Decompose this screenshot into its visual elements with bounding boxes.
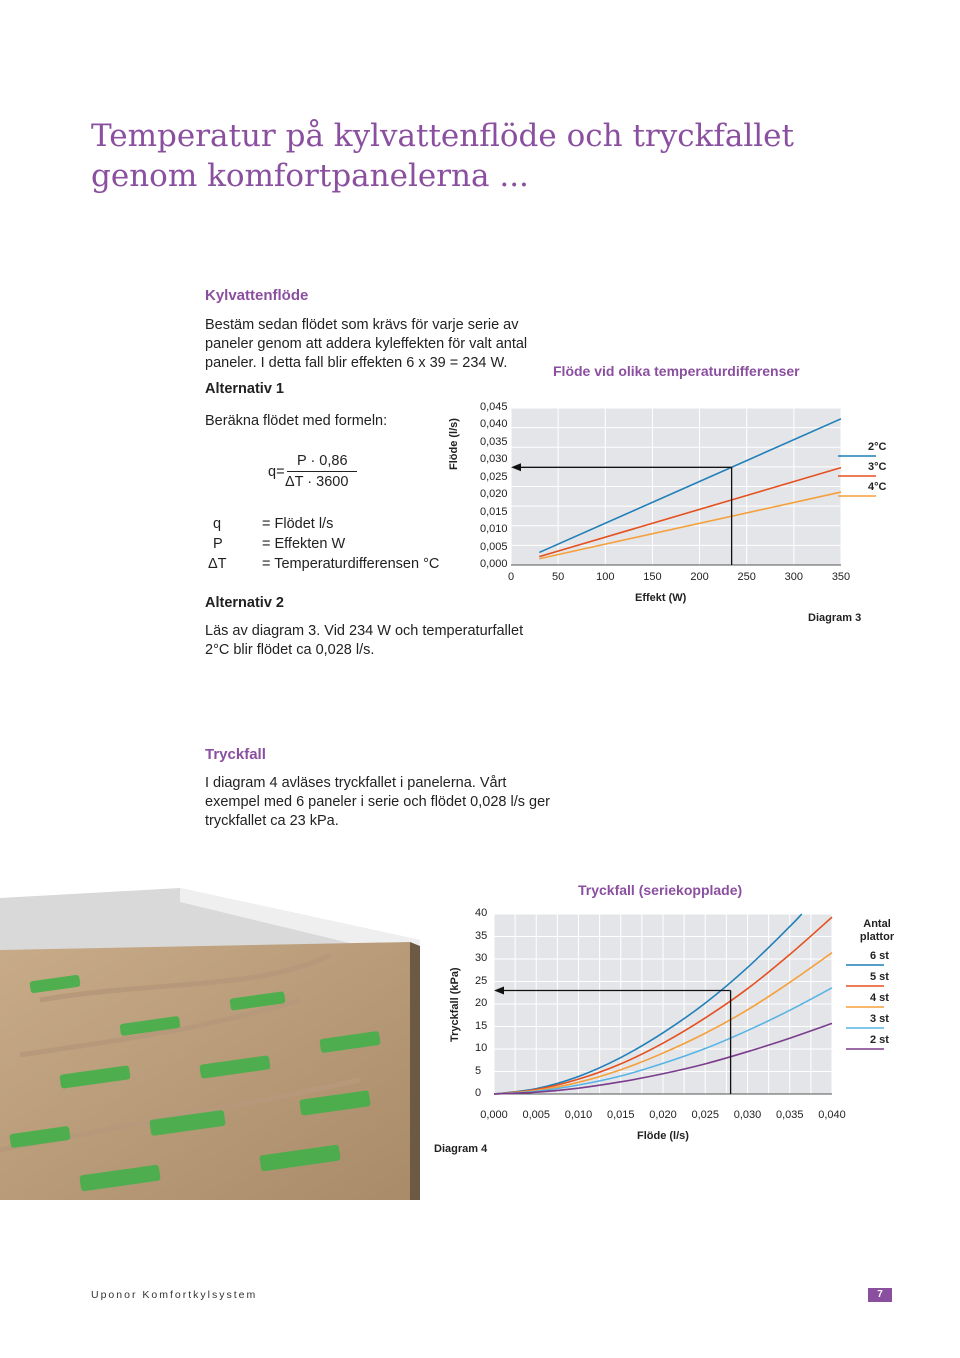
chart-3-caption: Diagram 3 xyxy=(808,612,862,624)
y-tick-label: 0,035 xyxy=(480,435,508,448)
formula-numerator: P · 0,86 xyxy=(297,453,348,469)
def-text-q: = Flödet l/s xyxy=(262,516,334,532)
chart-4-legend-title: Antal plattor xyxy=(859,918,895,943)
x-tick-label: 0,000 xyxy=(480,1109,508,1121)
legend-label: 5 st xyxy=(870,971,889,983)
x-tick-label: 250 xyxy=(737,571,756,583)
x-tick-label: 0,005 xyxy=(522,1109,551,1121)
kylvatten-intro: Bestäm sedan flödet som krävs för varje serie av paneler genom att addera kyleffekten för valt antal paneler. I detta fall blir effekten 6 x 39 = 234 W. xyxy=(205,317,528,371)
tryckfall-heading: Tryckfall xyxy=(205,746,266,763)
y-tick-label: 0,020 xyxy=(480,488,508,501)
formula-intro: Beräkna flödet med formeln: xyxy=(205,413,388,429)
y-tick-label: 30 xyxy=(475,952,488,964)
chart-4-title: Tryckfall (seriekopplade) xyxy=(578,882,743,898)
x-tick-label: 200 xyxy=(690,571,709,583)
y-tick-label: 35 xyxy=(475,929,488,942)
chart-4-caption: Diagram 4 xyxy=(434,1143,488,1155)
legend-label: 4 st xyxy=(870,992,889,1004)
y-tick-label: 0,015 xyxy=(480,505,508,518)
y-tick-label: 0,045 xyxy=(480,401,508,413)
y-tick-label: 0,000 xyxy=(480,558,508,570)
legend-label: 6 st xyxy=(870,950,889,962)
page-number: 7 xyxy=(868,1288,892,1302)
footer-brand: Uponor Komfortkylsystem xyxy=(91,1289,258,1301)
formula-lhs: q= xyxy=(268,464,285,480)
y-tick-label: 5 xyxy=(475,1064,482,1077)
y-tick-label: 10 xyxy=(475,1042,488,1054)
x-tick-label: 0,015 xyxy=(606,1109,635,1121)
def-symbol-dt: ΔT xyxy=(208,556,227,572)
y-tick-label: 20 xyxy=(475,997,488,1009)
x-tick-label: 0,010 xyxy=(564,1109,593,1121)
x-tick-label: 50 xyxy=(552,571,565,583)
chart-3-xlabel: Effekt (W) xyxy=(635,592,687,604)
legend-label: 2°C xyxy=(868,441,887,453)
y-tick-label: 0,025 xyxy=(480,470,508,483)
def-text-dt: = Temperaturdifferensen °C xyxy=(262,556,440,572)
chart-4-ylabel: Tryckfall (kPa) xyxy=(449,967,461,1042)
y-tick-label: 0,005 xyxy=(480,540,508,553)
legend-label: 2 st xyxy=(870,1034,889,1046)
def-symbol-p: P xyxy=(213,536,223,552)
legend-label: 3°C xyxy=(868,461,887,473)
x-tick-label: 350 xyxy=(831,571,851,583)
alternativ-1-label: Alternativ 1 xyxy=(205,381,284,397)
formula-denominator: ΔT · 3600 xyxy=(285,474,349,490)
x-tick-label: 0 xyxy=(507,571,515,583)
y-tick-label: 0,030 xyxy=(480,453,508,466)
x-tick-label: 100 xyxy=(596,571,615,583)
chart-3-title: Flöde vid olika temperaturdifferenser xyxy=(553,363,800,379)
y-tick-label: 40 xyxy=(475,907,488,919)
y-tick-label: 15 xyxy=(475,1019,488,1032)
legend-label: 3 st xyxy=(870,1013,889,1025)
x-tick-label: 0,030 xyxy=(733,1109,762,1121)
y-tick-label: 0 xyxy=(475,1087,482,1099)
legend-label: 4°C xyxy=(868,481,887,493)
def-text-p: = Effekten W xyxy=(262,536,346,552)
kylvatten-heading: Kylvattenflöde xyxy=(205,287,309,304)
x-tick-label: 0,035 xyxy=(775,1109,804,1121)
alternativ-2-text: Läs av diagram 3. Vid 234 W och temperaturfallet 2°C blir flödet ca 0,028 l/s. xyxy=(205,623,524,658)
y-tick-label: 0,010 xyxy=(480,523,508,536)
x-tick-label: 300 xyxy=(784,571,804,583)
tryckfall-text: I diagram 4 avläses tryckfallet i panelerna. Vårt exempel med 6 paneler i serie och flödet 0,028 l/s ger tryckfallet ca 23 kPa. xyxy=(205,775,550,829)
def-symbol-q: q xyxy=(213,516,222,532)
alternativ-2-label: Alternativ 2 xyxy=(205,595,284,611)
x-tick-label: 0,040 xyxy=(818,1109,846,1121)
x-tick-label: 0,025 xyxy=(691,1109,720,1121)
page-title: Temperatur på kylvattenflöde och tryckfallet genom komfortpanelerna ... xyxy=(91,118,794,194)
chart-3-ylabel: Flöde (l/s) xyxy=(448,418,460,470)
y-tick-label: 0,040 xyxy=(480,418,508,431)
x-tick-label: 0,020 xyxy=(649,1109,677,1121)
y-tick-label: 25 xyxy=(475,974,488,987)
chart-4-xlabel: Flöde (l/s) xyxy=(637,1130,689,1142)
x-tick-label: 150 xyxy=(643,571,662,583)
